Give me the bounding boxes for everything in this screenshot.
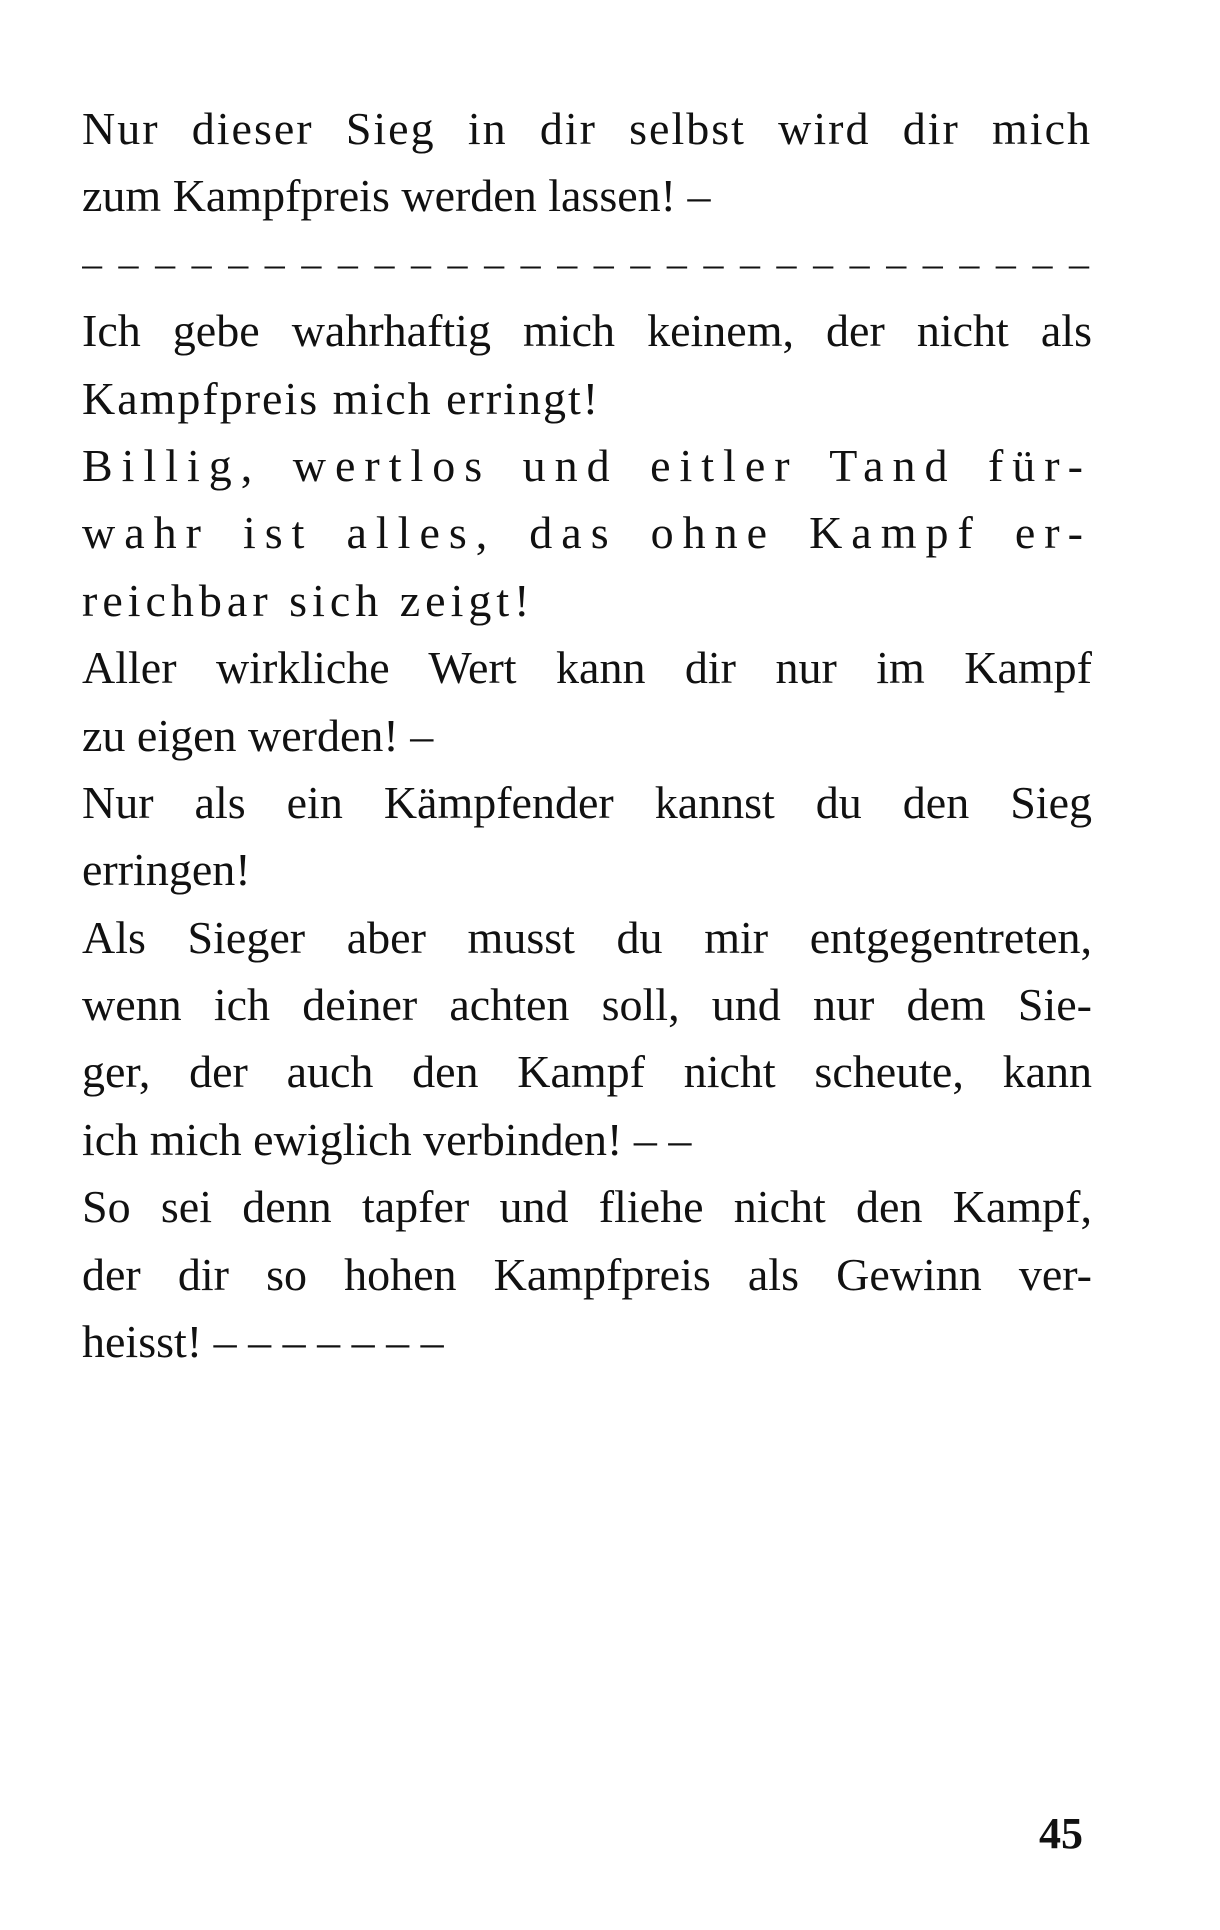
text-line: Aller wirkliche Wert kann dir nur im Kampf (82, 642, 1092, 694)
text-line: zu eigen werden! – (82, 709, 434, 761)
text-line: ich mich ewiglich verbinden! – – (82, 1113, 692, 1165)
text-line: reichbar sich zeigt! (82, 574, 535, 626)
text-line: Ich gebe wahrhaftig mich keinem, der nicht als (82, 305, 1092, 357)
text-line: Nur dieser Sieg in dir selbst wird dir mich (82, 103, 1092, 154)
text-line: wahr ist alles, das ohne Kampf er- (82, 507, 1092, 559)
text-line: ger, der auch den Kampf nicht scheute, kann (82, 1046, 1092, 1098)
text-line: Billig, wertlos und eitler Tand für- (82, 439, 1092, 491)
dash-rule-line: – – – – – – – – – – – – – – – – – – – – – – – – – – – – (82, 240, 1092, 286)
text-line: Als Sieger aber musst du mir entgegentreten, (82, 911, 1092, 963)
text-line: Nur als ein Kämpfender kannst du den Sieg (82, 776, 1092, 828)
text-line: heisst! – – – – – – – (82, 1316, 444, 1368)
text-line: zum Kampfpreis werden lassen! – (82, 170, 711, 222)
text-line: erringen! (82, 844, 251, 896)
body-text (82, 95, 1092, 1375)
page-number: 45 (1039, 1809, 1083, 1858)
text-line: So sei denn tapfer und fliehe nicht den Kampf, (82, 1181, 1092, 1233)
text-line: wenn ich deiner achten soll, und nur dem Sie- (82, 979, 1092, 1031)
text-line: der dir so hohen Kampfpreis als Gewinn ver- (82, 1248, 1092, 1300)
text-line: Kampfpreis mich erringt! (82, 372, 601, 424)
